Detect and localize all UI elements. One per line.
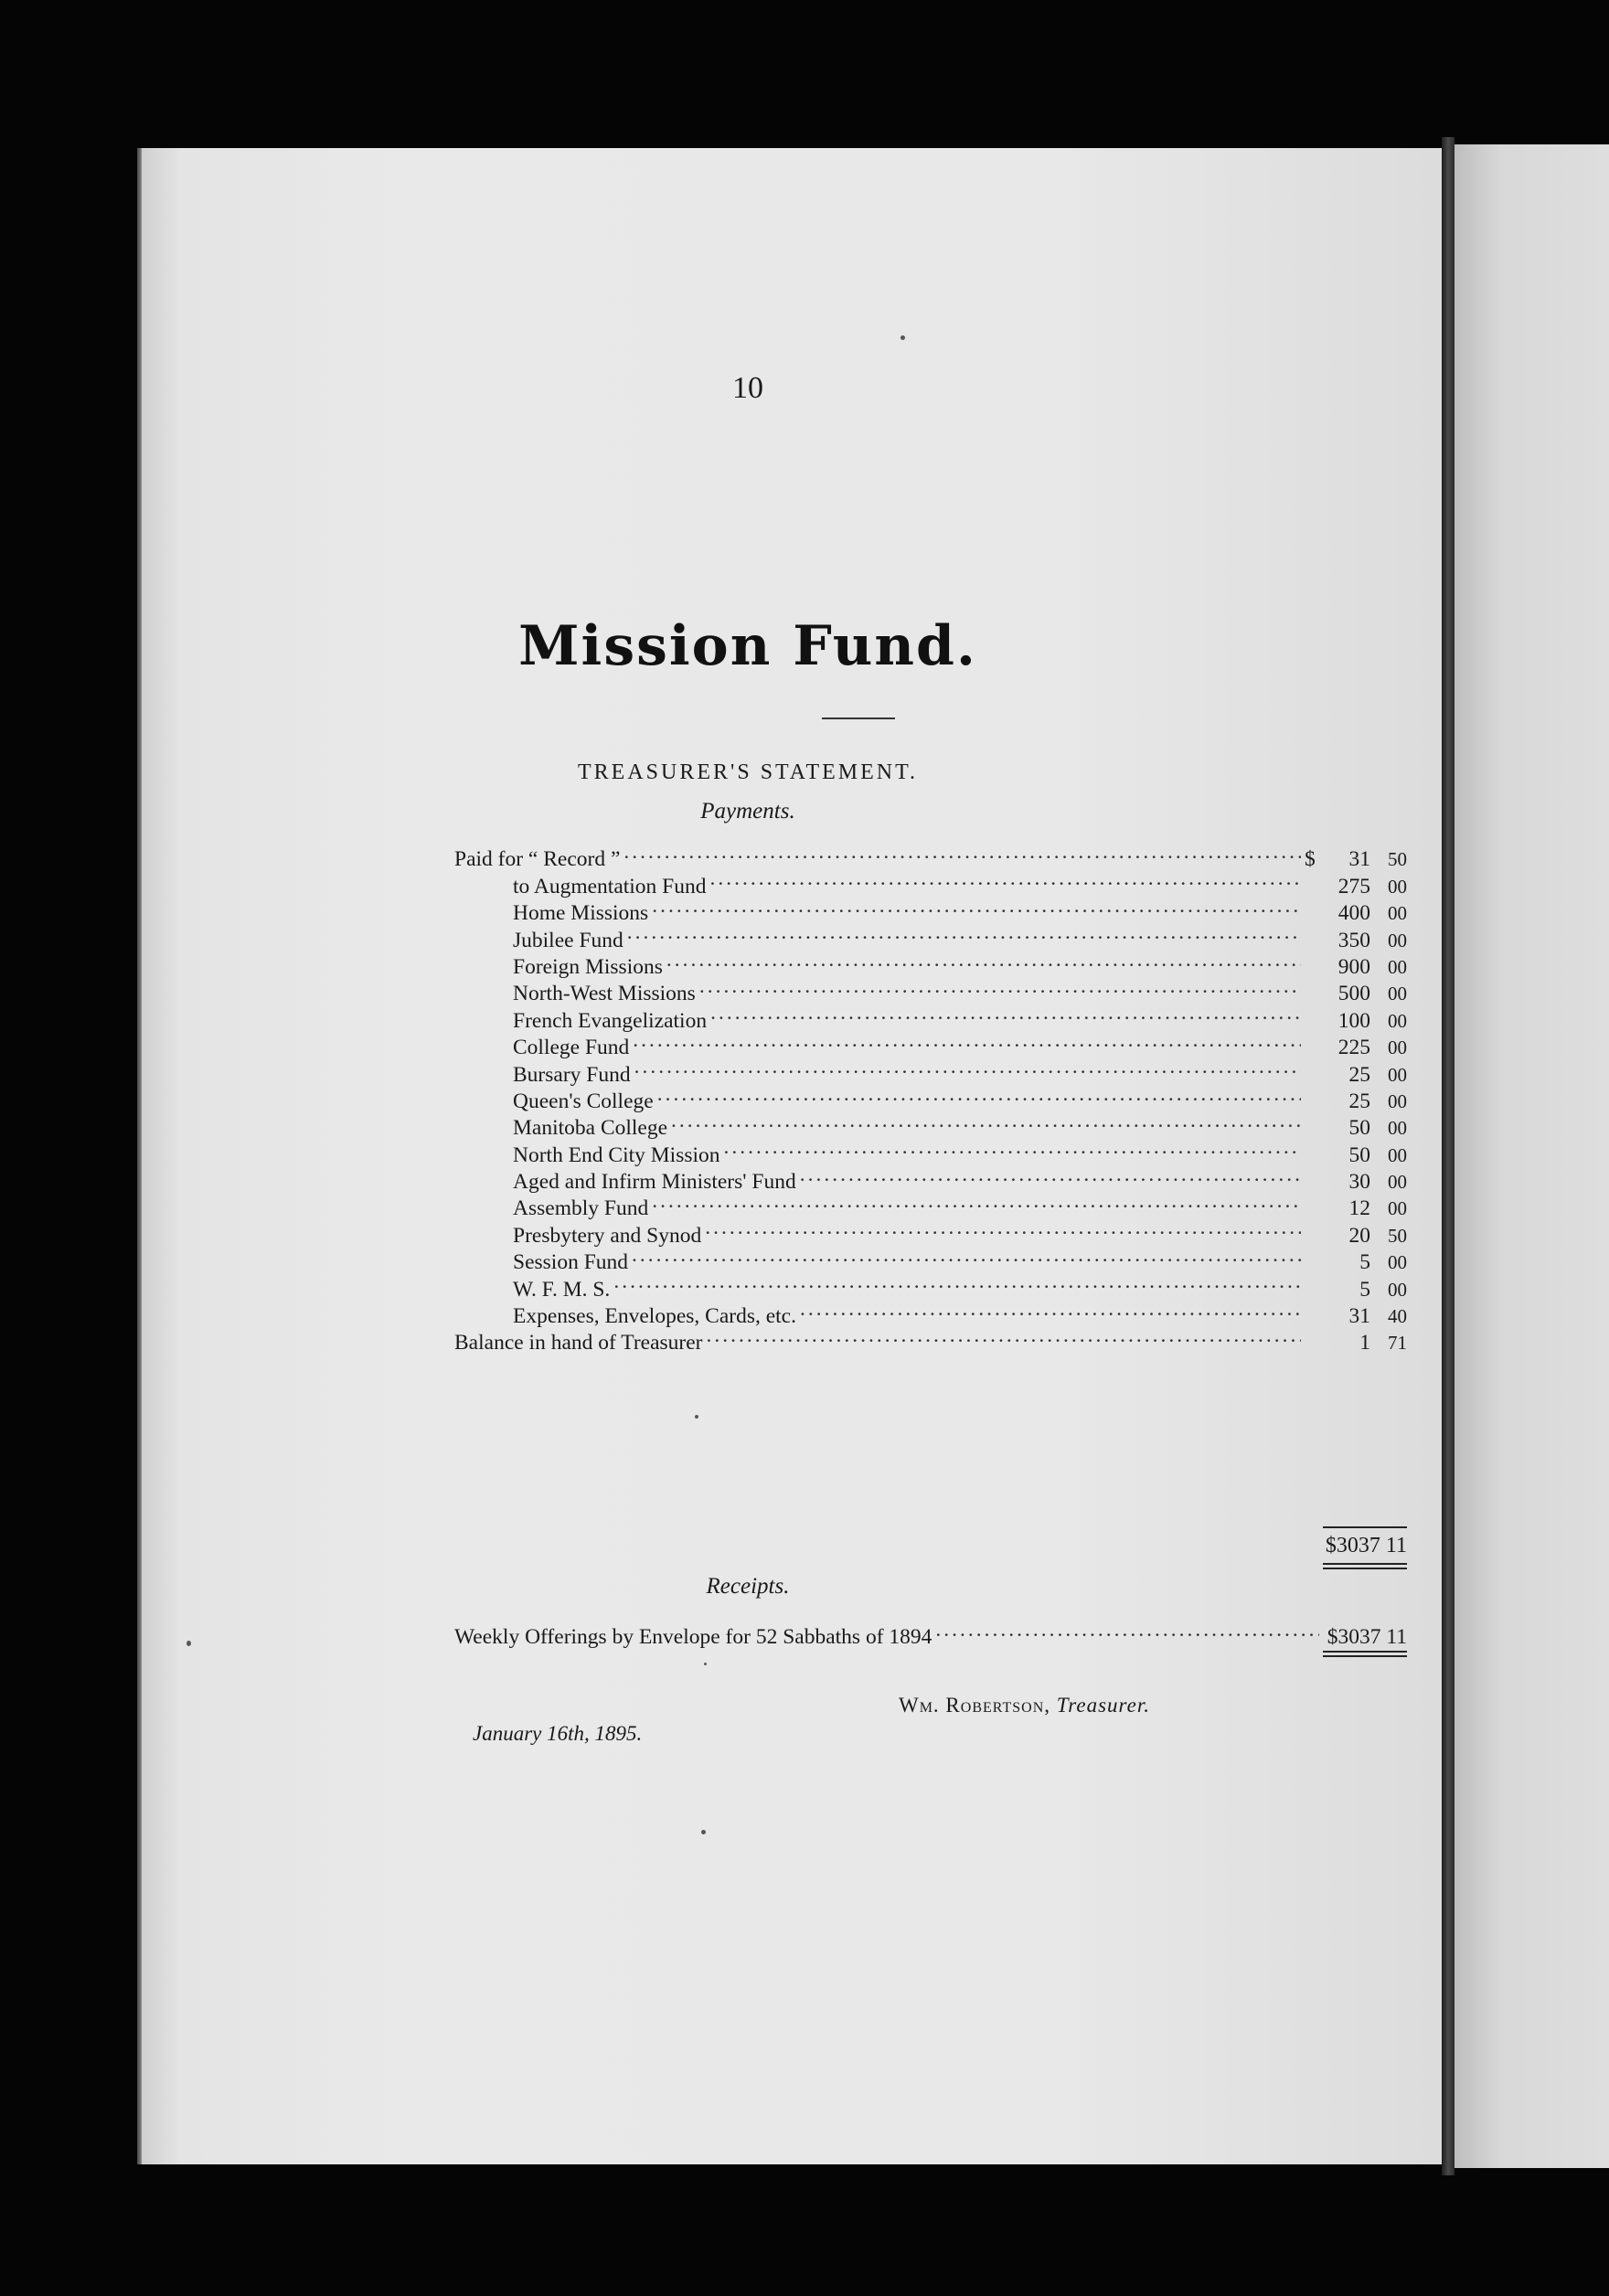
dot-leader xyxy=(710,866,1302,892)
dot-leader xyxy=(627,919,1301,946)
payment-cents: 00 xyxy=(1388,902,1407,925)
scan-speck xyxy=(701,1830,706,1834)
payment-cents: 00 xyxy=(1388,1278,1407,1301)
title-rule xyxy=(822,718,895,719)
statement-date: January 16th, 1895. xyxy=(473,1722,643,1745)
payment-amount: 50 xyxy=(1348,1143,1370,1167)
ledger-row xyxy=(454,1617,1407,1650)
payment-cents: 50 xyxy=(1388,848,1407,871)
payment-cents: 00 xyxy=(1388,983,1407,1005)
total-rule xyxy=(1323,1526,1407,1528)
payment-amount: 225 xyxy=(1337,1036,1370,1060)
payment-label: Paid for “ Record ” xyxy=(454,847,621,872)
receipts-double-rule xyxy=(1323,1651,1407,1657)
payment-label: Session Fund xyxy=(513,1250,629,1275)
payment-label: Bursary Fund xyxy=(513,1062,631,1087)
payment-label: Expenses, Envelopes, Cards, etc. xyxy=(513,1304,796,1329)
dot-leader xyxy=(706,1323,1301,1349)
payment-cents: 71 xyxy=(1388,1332,1407,1355)
facing-page xyxy=(1454,144,1609,2168)
payment-amount: 5 xyxy=(1359,1250,1370,1275)
statement-heading: TREASURER'S STATEMENT. xyxy=(578,760,918,784)
payment-cents: 50 xyxy=(1388,1224,1407,1247)
payments-total-value: $3037 11 xyxy=(1325,1534,1407,1557)
scanned-page xyxy=(142,148,1442,2164)
dot-leader xyxy=(613,1269,1301,1295)
payment-amount: 31 xyxy=(1348,1304,1370,1329)
dot-leader xyxy=(705,1215,1301,1241)
page-title: Mission Fund. xyxy=(518,614,977,678)
payments-ledger xyxy=(454,839,1407,1355)
payment-cents: 00 xyxy=(1388,1063,1407,1086)
dot-leader xyxy=(657,1081,1301,1108)
dot-leader xyxy=(671,1108,1301,1134)
payment-amount: 350 xyxy=(1337,928,1370,952)
payment-amount: 31 xyxy=(1348,847,1370,872)
payment-label: College Fund xyxy=(513,1036,630,1060)
payment-label: to Augmentation Fund xyxy=(513,874,707,898)
receipts-heading: Receipts. xyxy=(706,1574,790,1599)
payment-label: North End City Mission xyxy=(513,1143,720,1167)
payment-cents: 00 xyxy=(1388,1036,1407,1059)
payment-cents: 00 xyxy=(1388,929,1407,951)
dot-leader xyxy=(623,839,1301,866)
payment-label: North-West Missions xyxy=(513,982,696,1006)
dot-leader xyxy=(634,1054,1301,1080)
dot-leader xyxy=(652,893,1301,919)
payment-label: Assembly Fund xyxy=(513,1196,649,1221)
payment-cents: 00 xyxy=(1388,1143,1407,1166)
payment-label: W. F. M. S. xyxy=(513,1277,611,1302)
treasurer-role: Treasurer. xyxy=(1056,1694,1151,1717)
treasurer-signature xyxy=(899,1694,1150,1717)
payment-cents: 00 xyxy=(1388,1171,1407,1194)
receipts-amount: $3037 11 xyxy=(1327,1625,1407,1650)
payment-label: Jubilee Fund xyxy=(513,928,623,952)
dot-leader xyxy=(666,947,1301,973)
dot-leader xyxy=(800,1296,1301,1323)
payment-amount: 50 xyxy=(1348,1116,1370,1141)
payment-cents: 00 xyxy=(1388,1009,1407,1032)
payment-amount: 20 xyxy=(1348,1223,1370,1248)
payment-cents: 00 xyxy=(1388,1251,1407,1274)
payment-amount: 30 xyxy=(1348,1170,1370,1195)
receipts-row xyxy=(454,1617,1407,1650)
payment-amount: 100 xyxy=(1337,1008,1370,1033)
treasurer-name: Wm. Robertson, xyxy=(899,1694,1051,1717)
payment-cents: 00 xyxy=(1388,955,1407,978)
payment-label: Manitoba College xyxy=(513,1116,668,1141)
payment-label: Balance in hand of Treasurer xyxy=(454,1331,703,1355)
page-number: 10 xyxy=(732,371,763,405)
dot-leader xyxy=(699,973,1301,1000)
scan-speck xyxy=(704,1663,707,1665)
dot-leader xyxy=(633,1027,1301,1054)
total-double-rule xyxy=(1323,1563,1407,1569)
receipts-label: Weekly Offerings by Envelope for 52 Sabbaths of 1894 xyxy=(454,1625,932,1650)
book-gutter xyxy=(1442,137,1454,2175)
payment-amount: 5 xyxy=(1359,1277,1370,1302)
payment-amount: 500 xyxy=(1337,982,1370,1006)
payment-label: French Evangelization xyxy=(513,1008,708,1033)
payment-label: Presbytery and Synod xyxy=(513,1223,702,1248)
payments-total xyxy=(1323,1526,1407,1569)
payment-amount: 12 xyxy=(1348,1196,1370,1221)
payment-amount: 25 xyxy=(1348,1062,1370,1087)
dot-leader xyxy=(652,1188,1301,1215)
scan-speck xyxy=(695,1415,698,1419)
dot-leader xyxy=(632,1242,1301,1269)
payment-cents: 00 xyxy=(1388,1090,1407,1112)
payment-amount: 900 xyxy=(1337,954,1370,979)
dot-leader xyxy=(724,1134,1301,1161)
ledger-row xyxy=(454,839,1407,872)
dollar-sign: $ xyxy=(1305,847,1316,872)
dot-leader xyxy=(800,1162,1301,1188)
payment-amount: 275 xyxy=(1337,874,1370,898)
payment-amount: 400 xyxy=(1337,901,1370,926)
payment-label: Home Missions xyxy=(513,901,649,926)
payment-cents: 00 xyxy=(1388,1197,1407,1220)
dot-leader xyxy=(710,1000,1301,1026)
payment-cents: 40 xyxy=(1388,1305,1407,1328)
payment-label: Foreign Missions xyxy=(513,954,663,979)
payment-cents: 00 xyxy=(1388,1117,1407,1140)
payment-label: Queen's College xyxy=(513,1089,654,1113)
scan-speck xyxy=(900,335,905,340)
scan-speck xyxy=(186,1641,191,1646)
payments-heading: Payments. xyxy=(700,799,795,824)
payment-amount: 25 xyxy=(1348,1089,1370,1113)
payment-amount: 1 xyxy=(1359,1331,1370,1355)
payment-label: Aged and Infirm Ministers' Fund xyxy=(513,1170,796,1195)
payment-cents: 00 xyxy=(1388,875,1407,898)
dot-leader xyxy=(935,1617,1319,1643)
